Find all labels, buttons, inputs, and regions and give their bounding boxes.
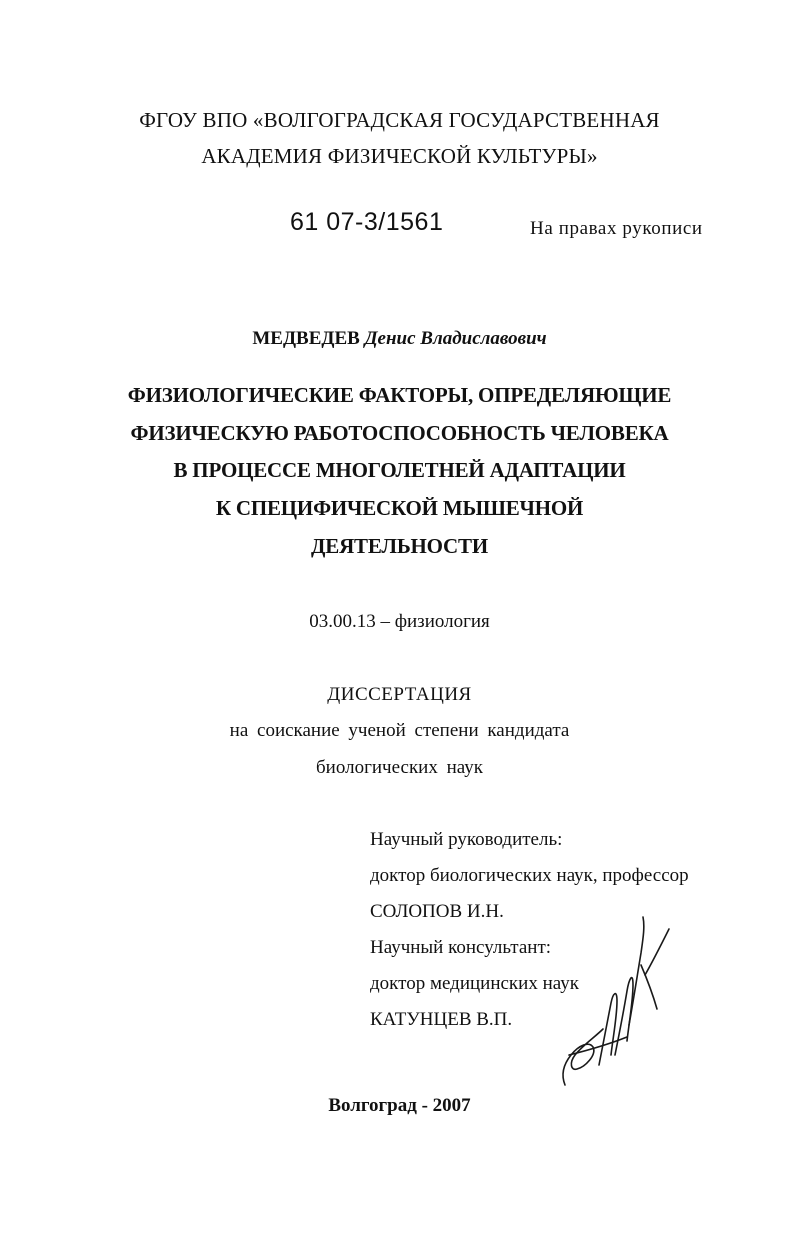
title-line-4: К СПЕЦИФИЧЕСКОЙ МЫШЕЧНОЙ	[215, 496, 584, 520]
title-line-5: ДЕЯТЕЛЬНОСТИ	[311, 534, 488, 558]
author-name	[0, 328, 799, 350]
registration-code: 61 07-3/1561	[290, 208, 444, 236]
consultant-name: КАТУНЦЕВ В.П.	[370, 1009, 513, 1030]
specialty-code: 03.00.13 – физиология	[309, 611, 490, 632]
title-line-2: ФИЗИЧЕСКУЮ РАБОТОСПОСОБНОСТЬ ЧЕЛОВЕКА	[130, 421, 669, 445]
consultant-label: Научный консультант:	[370, 937, 552, 958]
city-year: Волгоград - 2007	[328, 1095, 471, 1116]
institution-line-1: ФГОУ ВПО «ВОЛГОГРАДСКАЯ ГОСУДАРСТВЕННАЯ	[139, 108, 660, 132]
author-surname: МЕДВЕДЕВ	[252, 328, 360, 349]
handwritten-signature	[555, 905, 675, 1095]
work-type: ДИССЕРТАЦИЯ	[327, 684, 472, 705]
institution-line-2: АКАДЕМИЯ ФИЗИЧЕСКОЙ КУЛЬТУРЫ»	[201, 144, 598, 168]
supervisor-name: СОЛОПОВ И.Н.	[370, 901, 504, 922]
author-given-names: Денис Владиславович	[364, 328, 547, 349]
supervisor-label: Научный руководитель:	[370, 829, 563, 850]
title-line-3: В ПРОЦЕССЕ МНОГОЛЕТНЕЙ АДАПТАЦИИ	[173, 458, 626, 482]
manuscript-rights-note: На правах рукописи	[530, 218, 703, 239]
degree-line-1: на соискание ученой степени кандидата	[229, 720, 570, 741]
degree-line-2: биологических наук	[316, 757, 483, 778]
title-line-1: ФИЗИОЛОГИЧЕСКИЕ ФАКТОРЫ, ОПРЕДЕЛЯЮЩИЕ	[127, 383, 672, 407]
supervisor-degree: доктор биологических наук, профессор	[370, 865, 689, 886]
consultant-degree: доктор медицинских наук	[370, 973, 579, 994]
